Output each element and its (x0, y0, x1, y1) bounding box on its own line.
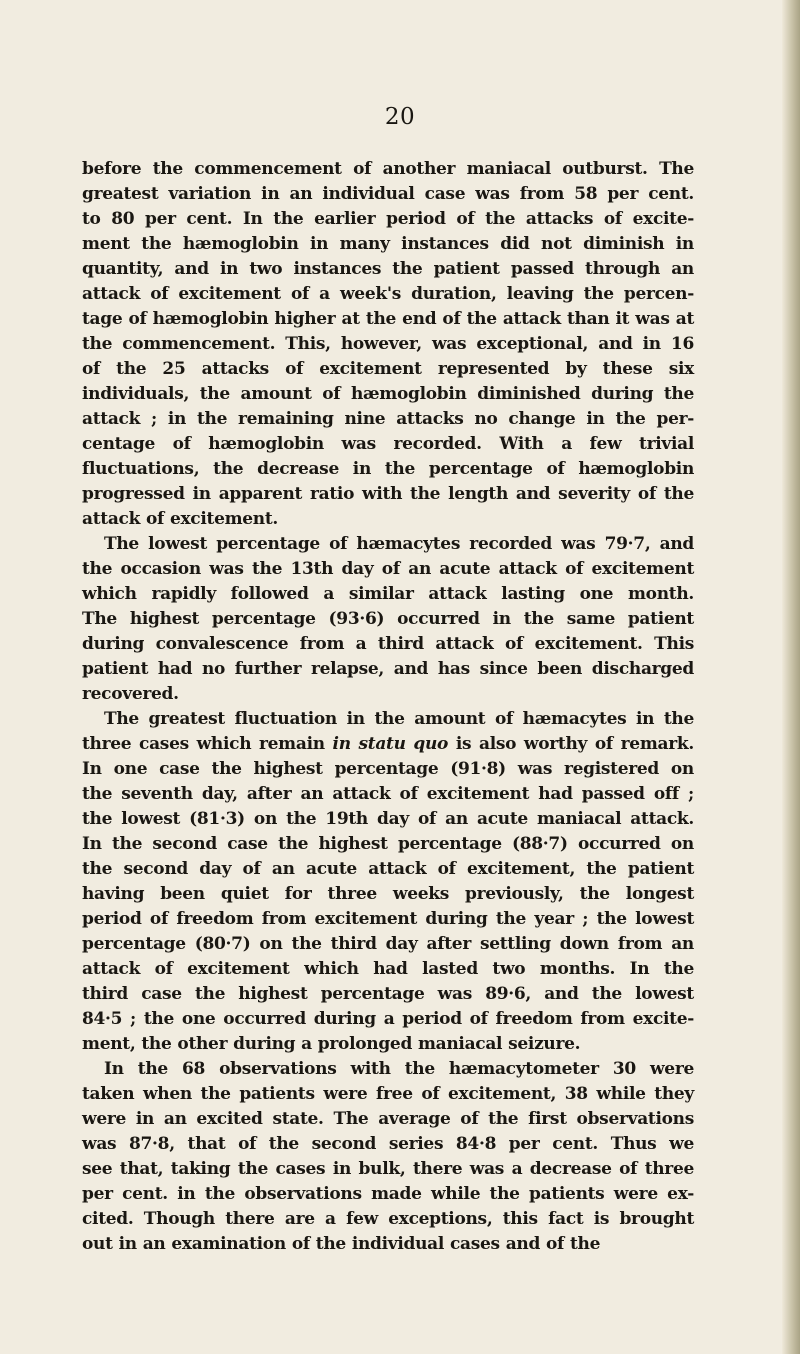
text-line: which rapidly followed a similar attack lasting one month. (82, 584, 694, 604)
page-number: 20 (384, 104, 416, 130)
text-line: attack ; in the remaining nine attacks no change in the per- (82, 409, 694, 429)
latin-phrase: in statu quo (332, 734, 449, 754)
text-line: of the 25 attacks of excitement represented by these six (82, 359, 694, 379)
page-edge-shadow (782, 0, 800, 1354)
text-line: period of freedom from excitement during the year ; the lowest (82, 909, 694, 929)
text-line: were in an excited state. The average of the first observations (82, 1109, 694, 1129)
text-line: patient had no further relapse, and has since been discharged (82, 659, 694, 679)
text-line: progressed in apparent ratio with the length and severity of the (82, 484, 694, 504)
text-line: recovered. (82, 684, 179, 704)
text-line: three cases which remain in statu quo is also worthy of remark. (82, 734, 694, 754)
text-line: centage of hæmoglobin was recorded. With a few trivial (82, 434, 694, 454)
text-line: cited. Though there are a few exceptions, this fact is brought (82, 1209, 694, 1229)
text-line: 84·5 ; the one occurred during a period of freedom from excite- (82, 1009, 694, 1029)
text-line: was 87·8, that of the second series 84·8 per cent. Thus we (82, 1134, 694, 1154)
text-line: ment, the other during a prolonged maniacal seizure. (82, 1034, 581, 1054)
text-line: having been quiet for three weeks previously, the longest (82, 884, 694, 904)
text-line: taken when the patients were free of excitement, 38 while they (82, 1084, 694, 1104)
text-line: attack of excitement which had lasted two months. In the (82, 959, 694, 979)
text-line: to 80 per cent. In the earlier period of the attacks of excite- (82, 209, 694, 229)
paragraph (82, 532, 694, 707)
text-line: the seventh day, after an attack of excitement had passed off ; (82, 784, 694, 804)
text-line: per cent. in the observations made while the patients were ex- (82, 1184, 694, 1204)
text-line: The highest percentage (93·6) occurred in the same patient (82, 609, 694, 629)
body-text (82, 157, 694, 1257)
paragraph (82, 707, 694, 1057)
text-line: quantity, and in two instances the patient passed through an (82, 259, 694, 279)
text-line: The greatest fluctuation in the amount of hæmacytes in the (104, 709, 694, 729)
text-line: the second day of an acute attack of excitement, the patient (82, 859, 694, 879)
text-line: out in an examination of the individual cases and of the (82, 1234, 601, 1254)
text-line: tage of hæmoglobin higher at the end of the attack than it was at (82, 309, 694, 329)
text-line: the lowest (81·3) on the 19th day of an acute maniacal attack. (82, 809, 694, 829)
text-line: attack of excitement. (82, 509, 279, 529)
text-line: In the second case the highest percentage (88·7) occurred on (82, 834, 694, 854)
text-line: during convalescence from a third attack of excitement. This (82, 634, 694, 654)
text-line: In one case the highest percentage (91·8) was registered on (82, 759, 694, 779)
paragraph (82, 1057, 694, 1257)
text-line: greatest variation in an individual case was from 58 per cent. (82, 184, 694, 204)
text-line: ment the hæmoglobin in many instances did not diminish in (82, 234, 694, 254)
paragraph (82, 157, 694, 532)
text-line: attack of excitement of a week's duration, leaving the percen- (82, 284, 694, 304)
text-line: see that, taking the cases in bulk, there was a decrease of three (82, 1159, 694, 1179)
text-line: The lowest percentage of hæmacytes recorded was 79·7, and (104, 534, 694, 554)
text-line: fluctuations, the decrease in the percentage of hæmoglobin (82, 459, 694, 479)
text-line: the occasion was the 13th day of an acute attack of excitement (82, 559, 694, 579)
text-line: In the 68 observations with the hæmacytometer 30 were (104, 1059, 694, 1079)
text-line: third case the highest percentage was 89·6, and the lowest (82, 984, 694, 1004)
text-line: the commencement. This, however, was exceptional, and in 16 (82, 334, 694, 354)
text-line: before the commencement of another maniacal outburst. The (82, 159, 694, 179)
text-line: individuals, the amount of hæmoglobin diminished during the (82, 384, 694, 404)
text-line: percentage (80·7) on the third day after settling down from an (82, 934, 694, 954)
